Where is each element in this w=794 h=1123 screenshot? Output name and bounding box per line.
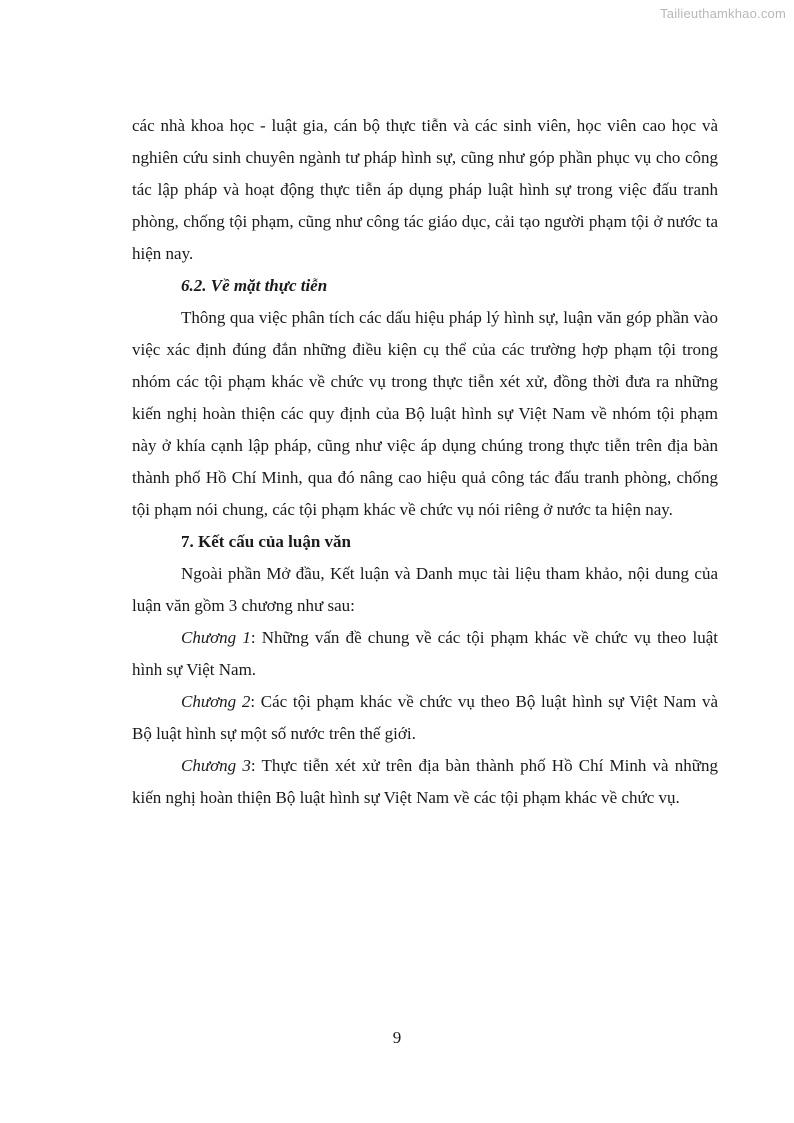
heading-6-2: 6.2. Về mặt thực tiễn bbox=[181, 276, 328, 295]
chapter-3-label: Chương 3 bbox=[181, 756, 251, 775]
heading-7: 7. Kết cấu của luận văn bbox=[181, 532, 352, 551]
paragraph-continuation: các nhà khoa học - luật gia, cán bộ thực tiễn và các sinh viên, học viên cao học và nghiên cứu sinh chuyên ngành tư pháp hình sự, cũng như góp phần phục vụ cho công tác lập pháp và hoạt động thực tiễn áp dụng pháp luật hình sự trong việc đấu tranh phòng, chống tội phạm, cũng như công tác giáo dục, cải tạo người phạm tội ở nước ta hiện nay. bbox=[132, 116, 718, 263]
chapter-1-text: : Những vấn đề chung về các tội phạm khác về chức vụ theo luật hình sự Việt Nam. bbox=[132, 628, 718, 679]
chapter-3-item bbox=[132, 750, 718, 814]
watermark: Tailieuthamkhao.com bbox=[660, 6, 786, 21]
chapter-2-label: Chương 2 bbox=[181, 692, 251, 711]
chapter-1-item bbox=[132, 622, 718, 686]
chapter-2-item bbox=[132, 686, 718, 750]
page-number: 9 bbox=[392, 1028, 402, 1047]
chapter-2-text: : Các tội phạm khác về chức vụ theo Bộ luật hình sự Việt Nam và Bộ luật hình sự một số nước trên thế giới. bbox=[132, 692, 718, 743]
paragraph-structure-intro: Ngoài phần Mở đầu, Kết luận và Danh mục tài liệu tham khảo, nội dung của luận văn gồm 3 chương như sau: bbox=[132, 564, 718, 615]
page-body bbox=[132, 110, 718, 814]
chapter-1-label: Chương 1 bbox=[181, 628, 251, 647]
paragraph-practical-significance: Thông qua việc phân tích các dấu hiệu pháp lý hình sự, luận văn góp phần vào việc xác định đúng đắn những điều kiện cụ thể của các trường hợp phạm tội trong nhóm các tội phạm khác về chức vụ trong thực tiễn xét xử, đồng thời đưa ra những kiến nghị hoàn thiện các quy định của Bộ luật hình sự Việt Nam về nhóm tội phạm này ở khía cạnh lập pháp, cũng như việc áp dụng chúng trong thực tiễn trên địa bàn thành phố Hồ Chí Minh, qua đó nâng cao hiệu quả công tác đấu tranh phòng, chống tội phạm nói chung, các tội phạm khác về chức vụ nói riêng ở nước ta hiện nay. bbox=[132, 308, 718, 519]
chapter-3-text: : Thực tiễn xét xử trên địa bàn thành phố Hồ Chí Minh và những kiến nghị hoàn thiện Bộ luật hình sự Việt Nam về các tội phạm khác về chức vụ. bbox=[132, 756, 718, 807]
